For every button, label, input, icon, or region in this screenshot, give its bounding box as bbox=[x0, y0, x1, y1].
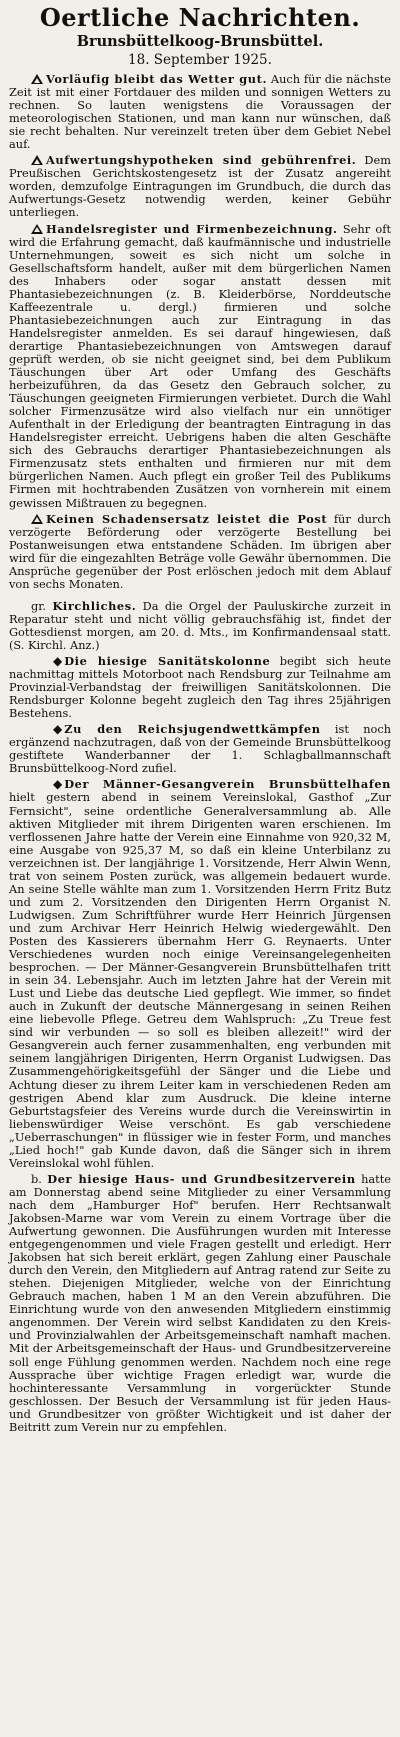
arrow-icon: ◆ bbox=[53, 654, 63, 669]
article-headline: Der hiesige Haus- und Grundbesitzerverein bbox=[47, 1171, 356, 1186]
article-trade-register bbox=[9, 223, 391, 510]
article-body: für durch verzögerte Beförderung oder verzögerte Bestellung bei Postanweisungen etwa entstandene Schäden. Im übrigen aber wird für die eingezahlten Beträge volle Gewähr übernommen. Die Ansprüche gegenüber der Post erlöschen jedoch mit dem Ablauf von sechs Monaten. bbox=[9, 511, 391, 591]
article-headline: Vorläufig bleibt das Wetter gut. bbox=[46, 72, 268, 86]
article-body: hielt gestern abend in seinem Vereinslokal, Gasthof „Zur Fernsicht", seine ordentliche Generalversammlung ab. Alle aktiven Mitglieder mit ihrem Dirigenten waren erschienen. Im verflossenen Jahre hatte der Verein eine Einnahme von 920,32 M, eine Ausgabe von 925,37 M, so daß ein kleine Unterbilanz zu verzeichnen ist. Der langjährige 1. Vorsitzende, Herr Alwin Wenn, trat von seinem Posten zurück, was allgemein bedauert wurde. An seine Stelle wählte man zum 1. Vorsitzenden Herrn Fritz Butz und zum 2. Vorsitzenden den Dirigenten Herrn Organist N. Ludwigsen. Zum Schriftführer wurde Herr Heinrich Jürgensen und zum Archivar Herr Heinrich Helwig wiedergewählt. Den Posten des Kassierers übernahm Herr G. Reynaerts. Unter Verschiedenes wurden noch einige Vereinsangelegenheiten besprochen. — Der Männer-Gesangverein Brunsbüttelhafen tritt in sein 34. Lebensjahr. Auch im letzten Jahre hat der Verein mit Lust und Liebe das deutsche Lied gepflegt. Wie immer, so findet auch in Zukunft der deutsche Männergesang in seinen Reihen eine liebevolle Pflege. Getreu dem Wahlspruch: „Zu Treue fest sind wir verbunden — so soll es bleiben allezeit!" wird der Gesangverein auch ferner zusammenhalten, eng verbunden mit seinem langjährigen Dirigenten, Herrn Organist Ludwigsen. Das Zusammengehörigkeitsgefühl der Sänger und die Liebe und Achtung dieser zu ihrem Leiter kam in verschiedenen Reden am gestrigen Abend klar zum Ausdruck. Die kleine interne Geburtstagsfeier des Vereins wurde durch die Vereinswirtin in liebenswürdiger Weise verschönt. Es gab verschiedene „Ueberraschungen" in flüssiger wie in fester Form, und manches „Lied hoch!" gab Kunde davon, daß die Sänger sich in ihrem Vereinslokal wohl fühlen. bbox=[9, 790, 391, 1170]
triangle-icon bbox=[31, 155, 43, 165]
article-headline: Handelsregister und Firmenbezeichnung. bbox=[46, 221, 338, 236]
article-headline: Keinen Schadensersatz leistet die Post bbox=[46, 511, 328, 526]
article-homeowners bbox=[9, 1173, 391, 1434]
article-body: Sehr oft wird die Erfahrung gemacht, daß kaufmännische und industrielle Unternehmungen, soweit es sich nicht um solche in Gesellschaftsform handelt, außer mit dem bürgerlichen Namen des Inhabers oder sogar anstatt dessen mit Phantasiebezeichnungen (z. B. Kleiderbörse, Norddeutsche Kaffeezentrale u. dergl.) firmieren und solche Phantasiebezeichnungen auch zur Eintragung in das Handelsregister anmelden. Es sei darauf hingewiesen, daß derartige Phantasiebezeichnungen von Amtswegen darauf geprüft werden, ob sie nicht geeignet sind, bei dem Publikum Täuschungen über Art oder Umfang des Geschäfts herbeizuführen, da das Gesetz den Gebrauch solcher, zu Täuschungen geeigneten Firmierungen verbietet. Durch die Wahl solcher Firmenzusätze wird also vielfach nur ein unnötiger Aufenthalt in der Erledigung der beantragten Eintragung in das Handelsregister erreicht. Uebrigens haben die alten Geschäfte sich des Gebrauchs derartiger Phantasiebezeichnungen als Firmenzusatz stets enthalten und firmieren nur mit dem bürgerlichen Namen. Auch pflegt ein großer Teil des Publikums Firmen mit hochtrabenden Zusätzen von vornherein mit einem gewissen Mißtrauen zu begegnen. bbox=[9, 221, 392, 510]
article-headline: Kirchliches. bbox=[52, 598, 137, 613]
article-body: hatte am Donnerstag abend seine Mitglieder zu einer Versammlung nach dem „Hamburger Hof" berufen. Herr Rechtsanwalt Jakobsen-Marne war vom Verein zu einem Vortrage über die Aufwertung gewonnen. Die Ausführungen wurden mit Interesse entgegengenommen und viele Fragen gestellt und erledigt. Herr Jakobsen hat sich bereit erklärt, gegen Zahlung einer Pauschale durch den Verein, den Mitgliedern auf Antrag ratend zur Seite zu stehen. Diejenigen Mitglieder, welche von der Einrichtung Gebrauch machen, haben 1 M an den Verein abzuführen. Die Einrichtung wurde von den anwesenden Mitgliedern einstimmig angenommen. Der Verein wird selbst Kandidaten zu den Kreis- und Provinzialwahlen der Arbeitsgemeinschaft namhaft machen. Mit der Arbeitsgemeinschaft der Haus- und Grundbesitzervereine soll enge Fühlung genommen werden. Nachdem noch eine rege Aussprache über wichtige Fragen erledigt war, wurde die hochinteressante Versammlung in vorgerückter Stunde geschlossen. Der Besuch der Versammlung ist für jeden Haus- und Grundbesitzer von größter Wichtigkeit und ist daher der Beitritt zum Verein nur zu empfehlen. bbox=[9, 1171, 391, 1434]
article-headline: Der Männer-Gesangverein Brunsbüttelhafen bbox=[64, 777, 391, 792]
triangle-icon bbox=[31, 74, 43, 84]
arrow-icon: ◆ bbox=[53, 722, 63, 737]
article-body: begibt sich heute nachmittag mittels Motorboot nach Rendsburg zur Teilnahme am Provinzial-Verbandstag der freiwilligen Sanitätskolonnen. Die Rendsburger Kolonne begeht zugleich den Tag ihres 25jährigen Bestehens. bbox=[9, 654, 391, 721]
arrow-icon: ◆ bbox=[53, 777, 63, 792]
article-church bbox=[9, 600, 391, 652]
article-sanitation bbox=[9, 655, 391, 720]
place-heading: Brunsbüttelkoog-Brunsbüttel. bbox=[76, 33, 324, 50]
article-body: ist noch ergänzend nachzutragen, daß von der Gemeinde Brunsbüttelkoog gestiftete Wanderbanner der 1. Schlagballmannschaft Brunsbüttelkoog-Nord zufiel. bbox=[9, 722, 392, 776]
triangle-icon bbox=[31, 514, 43, 524]
article-headline: Zu den Reichsjugendwettkämpfen bbox=[64, 722, 321, 737]
article-headline: Aufwertungshypotheken sind gebührenfrei. bbox=[46, 153, 357, 168]
author-mark: b. bbox=[31, 1171, 42, 1186]
article-body: Dem Preußischen Gerichtskostengesetz ist der Zusatz angereiht worden, demzufolge Eintragungen im Grundbuch, die durch das Aufwertungs-Gesetz notwendig werden, keiner Gebühr unterliegen. bbox=[9, 153, 391, 220]
article-body: Auch für die nächste Zeit ist mit einer Fortdauer des milden und sonnigen Wetters zu rechnen. So lauten wenigstens die Voraussagen der meteorologischen Stationen, und man kann nur wünschen, daß sie recht behalten. Nur vereinzelt treten über dem Gebiet Nebel auf. bbox=[9, 72, 391, 152]
article-column bbox=[9, 73, 391, 1434]
article-youth-games bbox=[9, 723, 391, 775]
dateline: 18. September 1925. bbox=[128, 52, 272, 68]
article-weather bbox=[9, 73, 391, 151]
article-choir bbox=[9, 778, 391, 1169]
article-mortgages bbox=[9, 154, 391, 219]
section-title: Oertliche Nachrichten. bbox=[39, 3, 361, 32]
author-mark: gr. bbox=[31, 598, 47, 613]
article-post bbox=[9, 513, 391, 591]
triangle-icon bbox=[31, 224, 43, 234]
article-body: Da die Orgel der Pauluskirche zurzeit in Reparatur steht und nicht völlig gebrauchsfähig ist, findet der Gottesdienst morgen, am 20. d. Mts., im Konfirmandensaal statt. (S. Kirchl. Anz.) bbox=[9, 598, 392, 652]
article-headline: Die hiesige Sanitätskolonne bbox=[64, 654, 271, 669]
